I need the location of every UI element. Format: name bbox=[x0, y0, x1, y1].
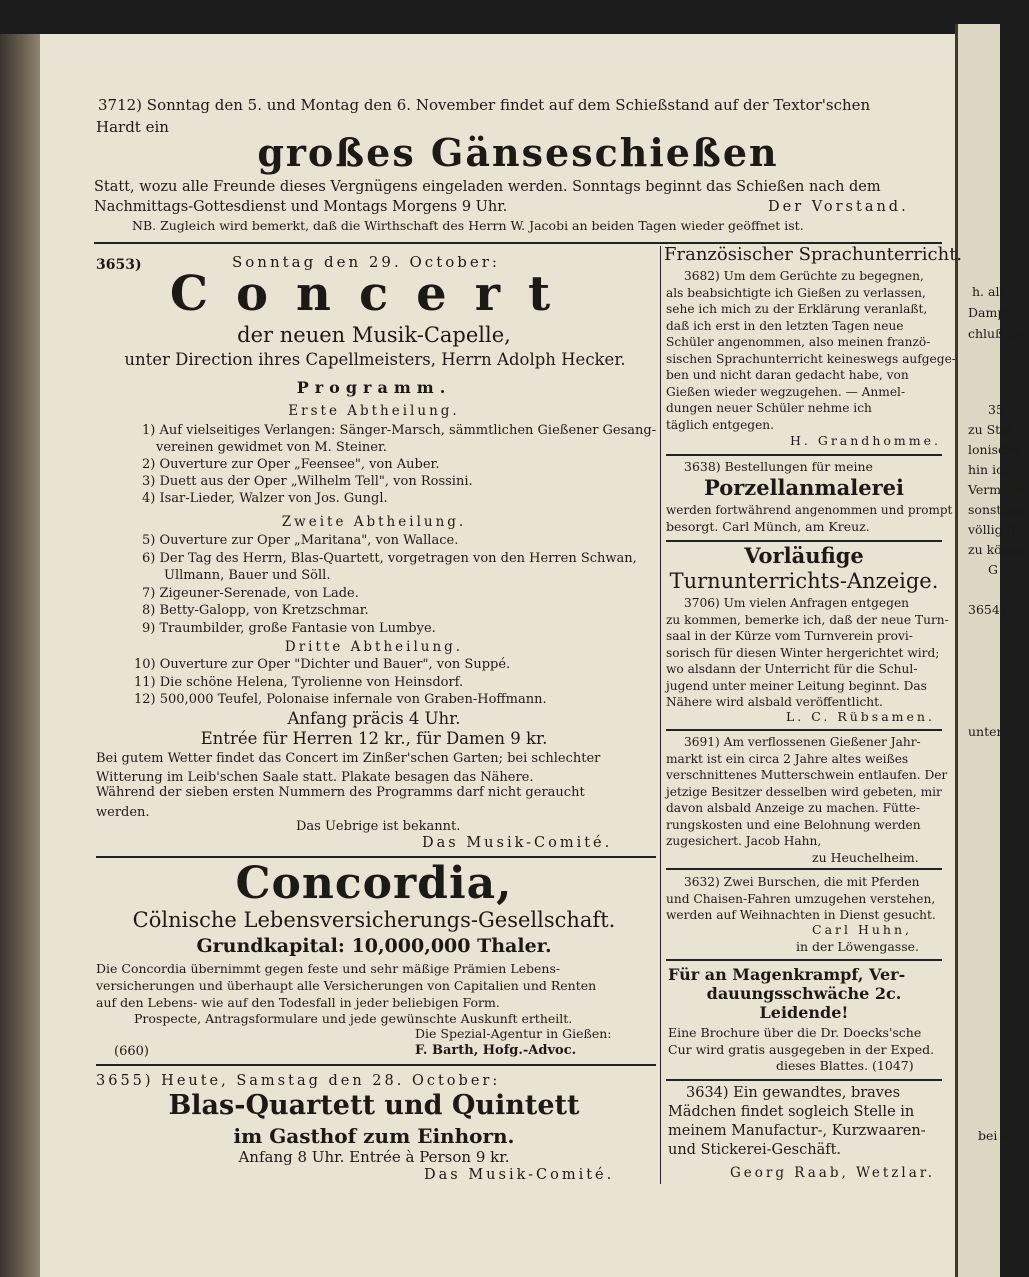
divider bbox=[666, 729, 942, 731]
section-title: Zweite Abtheilung. bbox=[281, 514, 467, 530]
ad-headline: Blas-Quartett und Quintett bbox=[168, 1090, 580, 1121]
ad-subhead: Anfang präcis 4 Uhr. bbox=[287, 709, 461, 728]
ad-signature: Der Vorstand. bbox=[768, 199, 909, 215]
text-line: jetzige Besitzer desselben wird gebeten, mir bbox=[666, 784, 942, 799]
text-line: daß ich erst in den letzten Tagen neue bbox=[666, 318, 904, 333]
text-line: davon alsbald Anzeige zu machen. Fütte- bbox=[666, 801, 921, 815]
ad-signature: Das Musik-Comité. bbox=[422, 835, 613, 851]
ad-headline: Für an Magenkrampf, Ver- bbox=[668, 965, 906, 984]
margin-text: lonische bbox=[968, 442, 1021, 457]
text-line: vereinen gewidmet von M. Steiner. bbox=[156, 440, 387, 455]
margin-text: völlig fi bbox=[968, 522, 1015, 537]
margin-text: 35 bbox=[988, 402, 1004, 417]
ad-headline: Porzellanmalerei bbox=[704, 475, 904, 500]
text-line: 3634) Ein gewandtes, braves bbox=[686, 1085, 901, 1101]
divider bbox=[666, 868, 942, 870]
text-line: 8) Betty-Galopp, von Kretzschmar. bbox=[142, 603, 369, 618]
ad-headline: großes Gänseschießen bbox=[257, 130, 779, 175]
margin-text: unter bbox=[968, 724, 1003, 739]
text-line: sischen Sprachunterricht keineswegs aufgege- bbox=[666, 351, 956, 366]
ad-text: Cur wird gratis ausgegeben in der Exped. bbox=[668, 1042, 935, 1057]
ad-text: Prospecte, Antragsformulare und jede gewünschte Auskunft ertheilt. bbox=[134, 1011, 573, 1026]
ad-signature: L. C. Rübsamen. bbox=[786, 709, 935, 724]
text-line: jugend unter meiner Leitung beginnt. Das bbox=[666, 678, 927, 693]
margin-text: chluß be bbox=[968, 326, 1023, 341]
ad-subhead: Grundkapital: 10,000,000 Thaler. bbox=[196, 935, 552, 957]
ad-text: Die Spezial-Agentur in Gießen: bbox=[415, 1026, 612, 1041]
margin-text: G bbox=[988, 562, 998, 577]
text-line: 7) Zigeuner-Serenade, von Lade. bbox=[142, 585, 359, 601]
ad-signature: H. Grandhomme. bbox=[790, 433, 941, 448]
text-line: Ullmann, Bauer und Söll. bbox=[164, 568, 331, 583]
text-line: 5) Ouverture zur Oper „Maritana", von Wallace. bbox=[142, 533, 459, 548]
text-line: 4) Isar-Lieder, Walzer von Jos. Gungl. bbox=[142, 491, 388, 506]
ad-text: 3712) Sonntag den 5. und Montag den 6. November findet auf dem Schießstand auf der Textor'schen bbox=[98, 96, 871, 114]
ad-subhead: unter Direction ihres Capellmeisters, Herrn Adolph Hecker. bbox=[124, 350, 626, 369]
margin-text: zu könne bbox=[968, 542, 1026, 557]
ad-text: Statt, wozu alle Freunde dieses Vergnügens eingeladen werden. Sonntags beginnt das Schießen nach dem bbox=[94, 179, 881, 195]
text-line: und Stickerei-Geschäft. bbox=[668, 1142, 842, 1158]
text-line: 6) Der Tag des Herrn, Blas-Quartett, vorgetragen von den Herren Schwan, bbox=[142, 550, 637, 566]
text-line: zugesichert. Jacob Hahn, bbox=[666, 834, 822, 848]
ad-text: Anfang 8 Uhr. Entrée à Person 9 kr. bbox=[238, 1148, 510, 1166]
text-line: rungskosten und eine Belohnung werden bbox=[666, 817, 921, 832]
text-line: 3691) Am verflossenen Gießener Jahr- bbox=[684, 735, 921, 749]
ad-headline: Turnunterrichts-Anzeige. bbox=[669, 569, 939, 593]
text-line: wo alsdann der Unterricht für die Schul- bbox=[666, 662, 918, 676]
ad-number: (660) bbox=[114, 1044, 149, 1059]
divider bbox=[666, 1079, 942, 1081]
text-line: dungen neuer Schüler nehme ich bbox=[666, 401, 872, 415]
text-line: Mädchen findet sogleich Stelle in bbox=[668, 1104, 915, 1120]
ad-text: Bei gutem Wetter findet das Concert im Zinßer'schen Garten; bei schlechter bbox=[96, 751, 601, 766]
ad-text: 3655) Heute, Samstag den 28. October: bbox=[96, 1073, 501, 1089]
ad-text: Eine Brochure über die Dr. Doecks'sche bbox=[668, 1025, 922, 1040]
ad-text: besorgt. Carl Münch, am Kreuz. bbox=[666, 519, 870, 534]
ad-text: Die Concordia übernimmt gegen feste und sehr mäßige Prämien Lebens- bbox=[96, 961, 561, 976]
ad-signature: F. Barth, Hofg.-Advoc. bbox=[415, 1043, 577, 1058]
ad-note: NB. Zugleich wird bemerkt, daß die Wirthschaft des Herrn W. Jacobi an beiden Tagen wieder geöffnet ist. bbox=[132, 218, 804, 233]
ad-text: Hardt ein bbox=[96, 118, 169, 136]
section-title: Programm. bbox=[296, 378, 452, 397]
text-line: meinem Manufactur-, Kurzwaaren- bbox=[668, 1123, 926, 1139]
ad-text: Witterung im Leib'schen Saale statt. Plakate besagen das Nähere. bbox=[96, 770, 534, 785]
text-line: 10) Ouverture zur Oper "Dichter und Bauer", von Suppé. bbox=[134, 657, 511, 672]
text-line: 3632) Zwei Burschen, die mit Pferden bbox=[684, 875, 920, 889]
text-line: zu kommen, bemerke ich, daß der neue Turn- bbox=[666, 612, 949, 627]
ad-headline: Concert bbox=[169, 266, 579, 322]
next-page-margin bbox=[958, 24, 1029, 1277]
ad-text: Nachmittags-Gottesdienst und Montags Morgens 9 Uhr. bbox=[94, 199, 508, 215]
book-spine bbox=[0, 34, 40, 1277]
text-line: 9) Traumbilder, große Fantasie von Lumbye. bbox=[142, 620, 436, 636]
text-line: saal in der Kürze vom Turnverein provi- bbox=[666, 629, 913, 643]
ad-text: versicherungen und überhaupt alle Versicherungen von Capitalien und Renten bbox=[96, 978, 597, 993]
section-title: Dritte Abtheilung. bbox=[284, 639, 464, 655]
text-line: täglich entgegen. bbox=[666, 417, 775, 432]
ad-headline: Concordia, bbox=[235, 858, 513, 909]
divider bbox=[96, 1064, 656, 1066]
text-line: 1) Auf vielseitiges Verlangen: Sänger-Marsch, sämmtlichen Gießener Gesang- bbox=[142, 423, 657, 438]
text-line: ben und nicht daran gedacht habe, von bbox=[666, 368, 909, 382]
ad-signature: Das Musik-Comité. bbox=[424, 1167, 615, 1183]
ad-text: dieses Blattes. (1047) bbox=[776, 1058, 914, 1073]
text-line: und Chaisen-Fahren umzugehen verstehen, bbox=[666, 891, 936, 906]
margin-text: 3654) bbox=[968, 602, 1005, 617]
text-line: verschnittenes Mutterschwein entlaufen. Der bbox=[666, 768, 948, 782]
margin-text: hin ich bbox=[968, 462, 1012, 477]
ad-text: werden. bbox=[96, 805, 150, 820]
column-divider bbox=[660, 246, 661, 1184]
ad-text: 3638) Bestellungen für meine bbox=[684, 459, 873, 474]
ad-number: 3653) bbox=[96, 257, 142, 273]
text-line: 11) Die schöne Helena, Tyrolienne von Heinsdorf. bbox=[134, 674, 464, 690]
ad-signature: Carl Huhn, bbox=[812, 922, 912, 937]
text-line: 12) 500,000 Teufel, Polonaise infernale von Graben-Hoffmann. bbox=[134, 692, 547, 707]
margin-text: sonstigen bbox=[968, 502, 1029, 517]
ad-subhead: im Gasthof zum Einhorn. bbox=[233, 1124, 515, 1148]
ad-subhead: Entrée für Herren 12 kr., für Damen 9 kr. bbox=[200, 729, 548, 748]
text-line: 2) Ouverture zur Oper „Feensee", von Auber. bbox=[142, 457, 440, 472]
margin-text: zu Stut bbox=[968, 422, 1014, 437]
text-line: werden auf Weihnachten in Dienst gesucht. bbox=[666, 908, 936, 922]
ad-subhead: der neuen Musik-Capelle, bbox=[237, 323, 511, 347]
ad-text: Während der sieben ersten Nummern des Programms darf nicht geraucht bbox=[96, 785, 585, 800]
ad-subhead: Cölnische Lebensversicherungs-Gesellschaft. bbox=[132, 908, 616, 932]
section-title: Erste Abtheilung. bbox=[288, 403, 460, 419]
text-line: sehe ich mich zu der Erklärung veranlaßt, bbox=[666, 302, 928, 316]
ad-signature: zu Heuchelheim. bbox=[812, 850, 919, 865]
margin-text: Dampf- bbox=[968, 305, 1014, 320]
margin-text: h. all bbox=[972, 284, 1004, 299]
divider bbox=[666, 454, 942, 456]
margin-text: Vermöge bbox=[968, 482, 1025, 497]
text-line: 3682) Um dem Gerüchte zu begegnen, bbox=[684, 269, 924, 283]
ad-text: Sonntag den 29. October: bbox=[232, 253, 500, 271]
ad-headline: dauungsschwäche 2c. bbox=[706, 984, 902, 1003]
divider bbox=[666, 959, 942, 961]
text-line: Gießen wieder wegzugehen. — Anmel- bbox=[666, 384, 906, 399]
ad-headline: Französischer Sprachunterricht. bbox=[664, 244, 963, 265]
text-line: sorisch für diesen Winter hergerichtet wird; bbox=[666, 645, 940, 660]
margin-text: bei a bbox=[978, 1128, 1009, 1143]
divider bbox=[666, 540, 942, 542]
ad-signature: Georg Raab, Wetzlar. bbox=[730, 1165, 936, 1181]
text-line: als beabsichtigte ich Gießen zu verlassen, bbox=[666, 285, 926, 300]
ad-text: auf den Lebens- wie auf den Todesfall in jeder beliebigen Form. bbox=[96, 995, 500, 1010]
text-line: markt ist ein circa 2 Jahre altes weißes bbox=[666, 751, 909, 766]
text-line: 3) Duett aus der Oper „Wilhelm Tell", von Rossini. bbox=[142, 474, 473, 489]
text-line: Schüler angenommen, also meinen franzö- bbox=[666, 335, 931, 349]
ad-headline: Vorläufige bbox=[744, 543, 864, 568]
ad-signature: in der Löwengasse. bbox=[796, 939, 919, 954]
ad-headline: Leidende! bbox=[759, 1003, 849, 1022]
text-line: 3706) Um vielen Anfragen entgegen bbox=[684, 596, 910, 610]
ad-text: werden fortwährend angenommen und prompt bbox=[666, 503, 953, 517]
ad-text: Das Uebrige ist bekannt. bbox=[296, 819, 461, 834]
text-line: Nähere wird alsbald veröffentlicht. bbox=[666, 695, 883, 709]
